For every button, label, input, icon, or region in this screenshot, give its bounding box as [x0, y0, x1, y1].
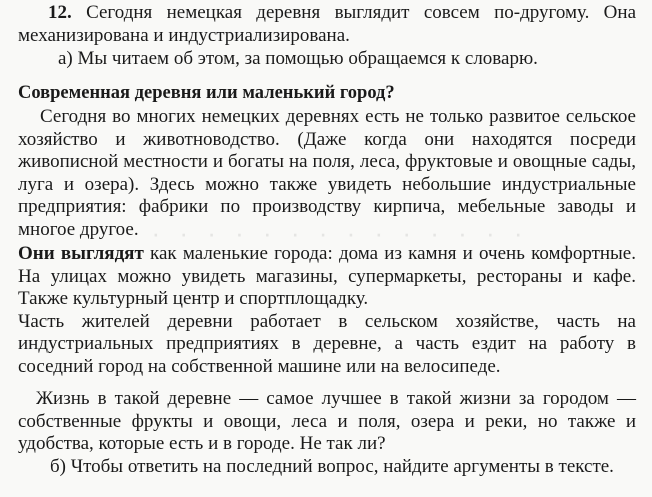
- article-paragraph-4: Жизнь в такой деревне — самое лучшее в такой жизни за городом — собственные фрукты и овощи, леса и поля, озера и реки, но также и удобства, которые есть и в городе. Не так ли?: [18, 388, 636, 454]
- article-title: Современная деревня или маленький город?: [18, 82, 395, 103]
- task-number: 12.: [48, 2, 72, 23]
- paragraph-2-lead: Они выглядят: [18, 243, 144, 264]
- article-paragraph-1: Сегодня во многих немецких деревнях есть не только развитое сельское хозяйство и животноводство. (Даже когда они находятся посреди живописной местности и богаты на поля, леса, фруктовые и овощные сады, луга и озера). Здесь можно также увидеть небольшие индустриальные предприятия: фабрики по производству кирпича, мебельные заводы и многое другое.: [18, 106, 636, 240]
- scan-watermark: · · · · · · · · · · · · · ·: [151, 218, 529, 248]
- article-paragraph-2: [18, 243, 636, 311]
- article-paragraph-3: Часть жителей деревни работает в сельском хозяйстве, часть на индустриальных предприятиях в деревне, а часть ездит на работу в соседний город на собственной машине или на велосипеде.: [18, 310, 636, 377]
- task-12-intro: [18, 2, 636, 47]
- task-part-a: а) Мы читаем об этом, за помощью обращаемся к словарю.: [58, 48, 538, 69]
- task-intro-text: Сегодня немецкая деревня выглядит совсем по-другому. Она механизирована и индустриализирована.: [18, 2, 636, 46]
- task-part-b: б) Чтобы ответить на последний вопрос, найдите аргументы в тексте.: [50, 455, 614, 477]
- paragraph-2-rest: как маленькие города: дома из камня и очень комфортные. На улицах можно увидеть магазины, супермаркеты, рестораны и кафе. Также культурный центр и спортплощадку.: [18, 243, 636, 309]
